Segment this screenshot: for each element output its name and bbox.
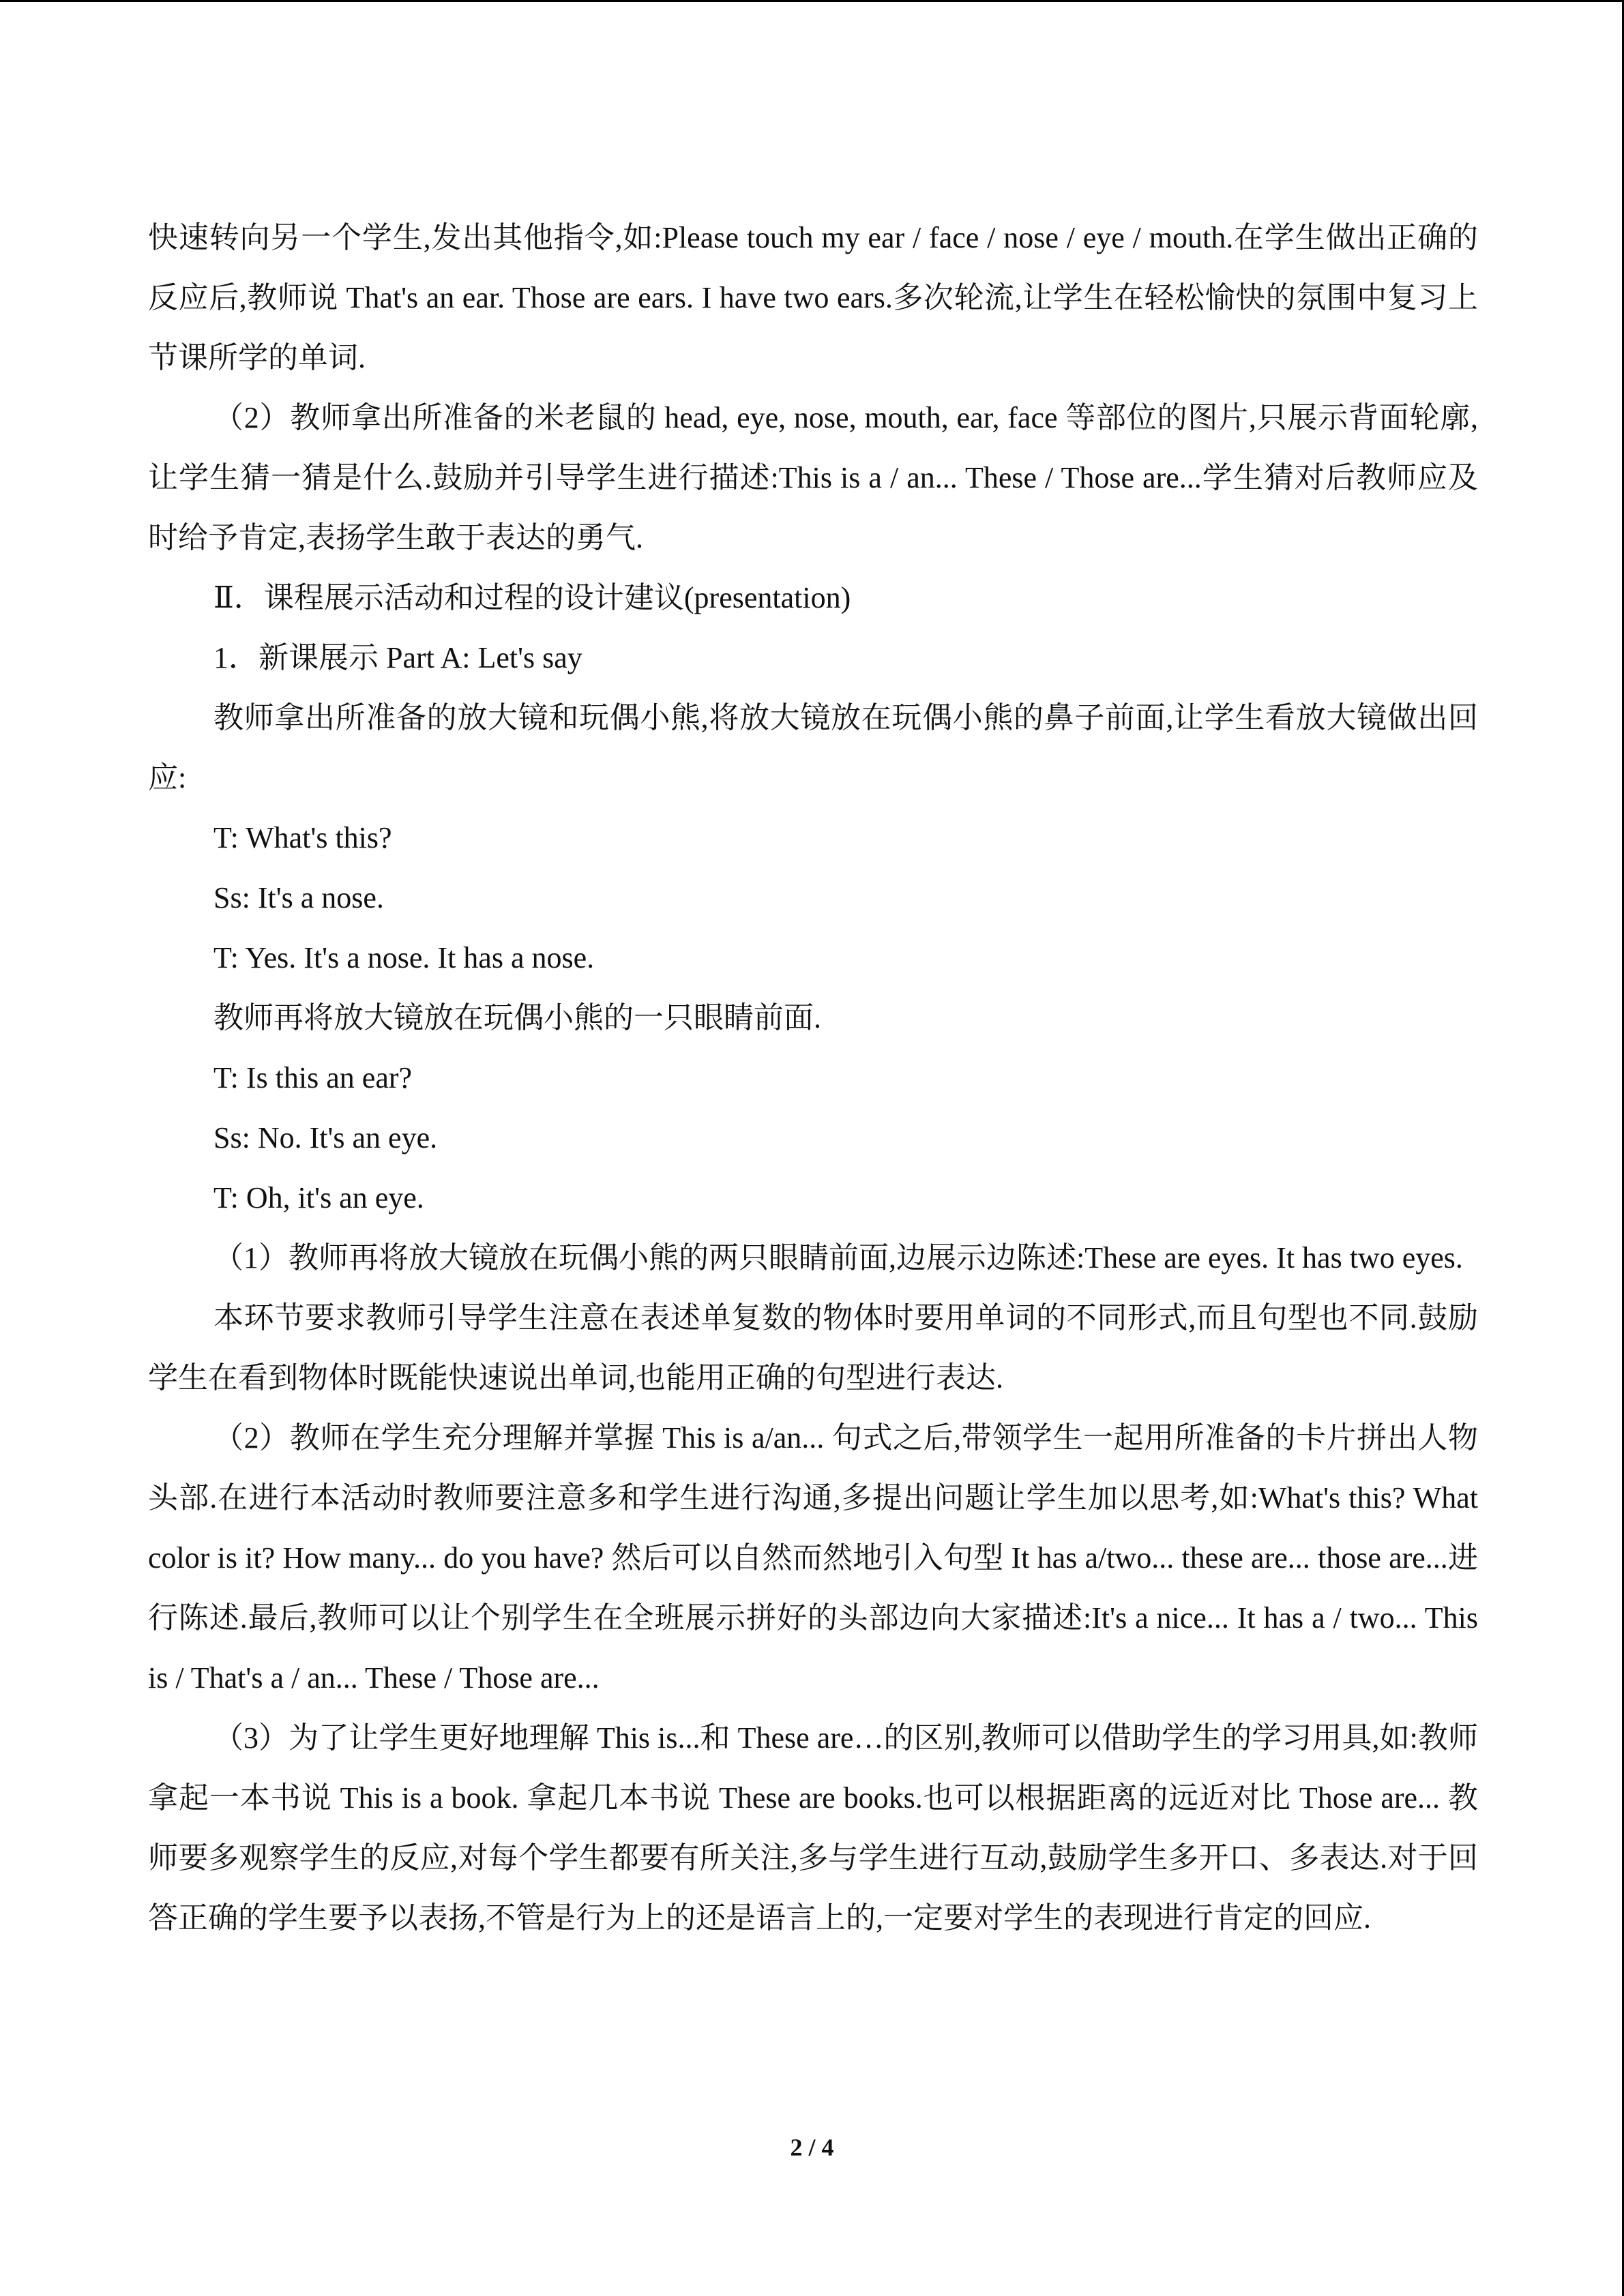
dialog-line: Ss: No. It's an eye. xyxy=(213,1121,438,1154)
dialog-line: Ss: It's a nose. xyxy=(213,881,384,914)
paragraph-mickey-activity: （2）教师拿出所准备的米老鼠的 head, eye, nose, mouth, ear, face 等部位的图片,只展示背面轮廓,让学生猜一猜是什么.鼓励并引导学生进行描述:This is a / an... These / Those are...学生猜对后教师应及时给予肯定,表扬学生敢于表达的勇气. xyxy=(148,401,1478,554)
dialog-line: T: Yes. It's a nose. It has a nose. xyxy=(213,941,595,974)
paragraph-head-puzzle: （2）教师在学生充分理解并掌握 This is a/an... 句式之后,带领学生一起用所准备的卡片拼出人物头部.在进行本活动时教师要注意多和学生进行沟通,多提出问题让学生加以思考,如:What's this? What color is it? How many... do you have? 然后可以自然而然地引入句型 It has a/two... these are... those are...进行陈述.最后,教师可以让个别学生在全班展示拼好的头部边向大家描述:It's a nice... It has a / two... This is / That's a / an... These / Those are... xyxy=(148,1421,1478,1695)
section-heading-presentation: Ⅱ．课程展示活动和过程的设计建议(presentation) xyxy=(213,581,851,614)
document-body xyxy=(148,208,1478,1948)
page-number: 2 / 4 xyxy=(790,2134,834,2161)
dialog-line: T: Is this an ear? xyxy=(213,1061,413,1094)
paragraph-this-these: （3）为了让学生更好地理解 This is...和 These are…的区别,教师可以借助学生的学习用具,如:教师拿起一本书说 This is a book. 拿起几本书说 These are books.也可以根据距离的远近对比 Those are... 教师要多观察学生的反应,对每个学生都要有所关注,多与学生进行互动,鼓励学生多开口、多表达.对于回答正确的学生要予以表扬,不管是行为上的还是语言上的,一定要对学生的表现进行肯定的回应. xyxy=(148,1721,1478,1935)
paragraph-singular-plural: 本环节要求教师引导学生注意在表述单复数的物体时要用单词的不同形式,而且句型也不同.鼓励学生在看到物体时既能快速说出单词,也能用正确的句型进行表达. xyxy=(148,1301,1478,1395)
subsection-heading-lets-say: 1．新课展示 Part A: Let's say xyxy=(213,641,582,674)
dialog-line: T: Oh, it's an eye. xyxy=(213,1181,424,1214)
paragraph-review-continuation: 快速转向另一个学生,发出其他指令,如:Please touch my ear / face / nose / eye / mouth.在学生做出正确的反应后,教师说 That's an ear. Those are ears. I have two ears.多次轮流,让学生在轻松愉快的氛围中复习上节课所学的单词. xyxy=(148,221,1478,374)
paragraph-magnifier-eye: 教师再将放大镜放在玩偶小熊的一只眼睛前面. xyxy=(213,1001,821,1034)
dialog-line: T: What's this? xyxy=(213,821,392,854)
paragraph-two-eyes: （1）教师再将放大镜放在玩偶小熊的两只眼睛前面,边展示边陈述:These are eyes. It has two eyes. xyxy=(213,1241,1463,1274)
paragraph-magnifier-intro: 教师拿出所准备的放大镜和玩偶小熊,将放大镜放在玩偶小熊的鼻子前面,让学生看放大镜做出回应: xyxy=(148,701,1478,794)
